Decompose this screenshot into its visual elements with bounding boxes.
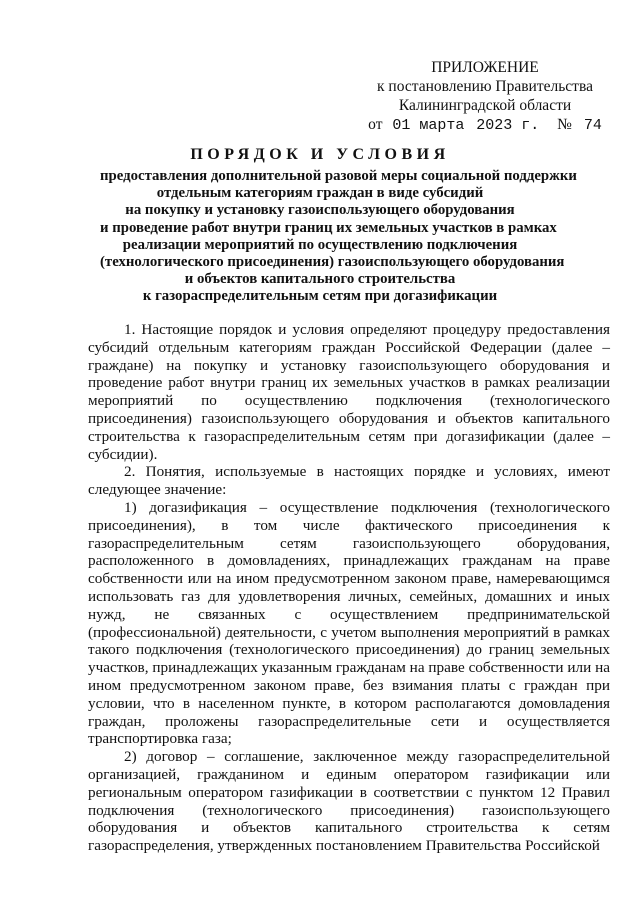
date-year: 2023 г. xyxy=(476,117,540,134)
paragraph-2-item-2: 2) договор – соглашение, заключенное между газораспределительной организацией, гражданином и единым оператором газификации или региональным оператором газификации в соответствии с пунктом 12 Правил подключения (технологического присоединения) газоиспользующего оборудования и объектов капитального строительства к сетям газораспределения, утвержденных постановлением Правительства Российской xyxy=(88,748,610,855)
paragraph-1: 1. Настоящие порядок и условия определяют процедуру предоставления субсидий отдельным категориям граждан Российской Федерации (далее – граждане) на покупку и установку газоиспользующего оборудования и проведение работ внутри границ их земельных участков в рамках реализации мероприятий по осуществлению подключения (технологического присоединения) газоиспользующего оборудования и объектов капитального строительства к газораспределительным сетям при догазификации (далее – субсидии). xyxy=(88,321,610,463)
subtitle-line: (технологического присоединения) газоиспользующего оборудования xyxy=(100,254,565,271)
appendix-heading: ПРИЛОЖЕНИЕ xyxy=(431,59,539,76)
document-body xyxy=(88,321,610,855)
subtitle-line: отдельным категориям граждан в виде субсидий xyxy=(156,185,484,202)
paragraph-2: 2. Понятия, используемые в настоящих порядке и условиях, имеют следующее значение: xyxy=(88,463,610,499)
document-title: ПОРЯДОК И УСЛОВИЯ xyxy=(190,146,450,163)
paragraph-2-item-1: 1) догазификация – осуществление подключения (технологического присоединения), в том числе фактического присоединения к газораспределительным сетям газоиспользующего оборудования, расположенного в домовладениях, принадлежащих гражданам на праве собственности или на ином предусмотренном законом праве, намеревающимся использовать газ для удовлетворения личных, семейных, домашних и иных нужд, не связанных с осуществлением предпринимательской (профессиональной) деятельности, с учетом выполнения мероприятий в рамках такого подключения (технологического присоединения) до границ земельных участков, принадлежащих указанным гражданам на праве собственности или на ином предусмотренном законом праве, без взимания платы с граждан при условии, что в населенном пункте, в котором располагаются домовладения граждан, проложены газораспределительные сети и осуществляется транспортировка газа; xyxy=(88,498,610,748)
subtitle-line: и проведение работ внутри границ их земельных участков в рамках xyxy=(100,219,557,236)
subtitle-line: предоставления дополнительной разовой меры социальной поддержки xyxy=(100,168,577,184)
document-subtitle xyxy=(100,168,577,306)
date-prefix: от xyxy=(368,116,383,133)
subtitle-line: реализации мероприятий по осуществлению подключения xyxy=(122,236,518,253)
date-value: 01 марта xyxy=(392,117,465,134)
number-sign: № xyxy=(557,116,572,133)
subtitle-line: и объектов капитального строительства xyxy=(184,271,456,288)
subtitle-line: к газораспределительным сетям при догазификации xyxy=(142,288,498,305)
appendix-date-line xyxy=(360,115,610,135)
number-value: 74 xyxy=(583,117,602,134)
appendix-line-1: к постановлению Правительства xyxy=(377,78,593,95)
appendix-line-2: Калининградской области xyxy=(398,97,572,114)
subtitle-line: на покупку и установку газоиспользующего оборудования xyxy=(125,202,515,219)
appendix-block xyxy=(360,58,610,135)
